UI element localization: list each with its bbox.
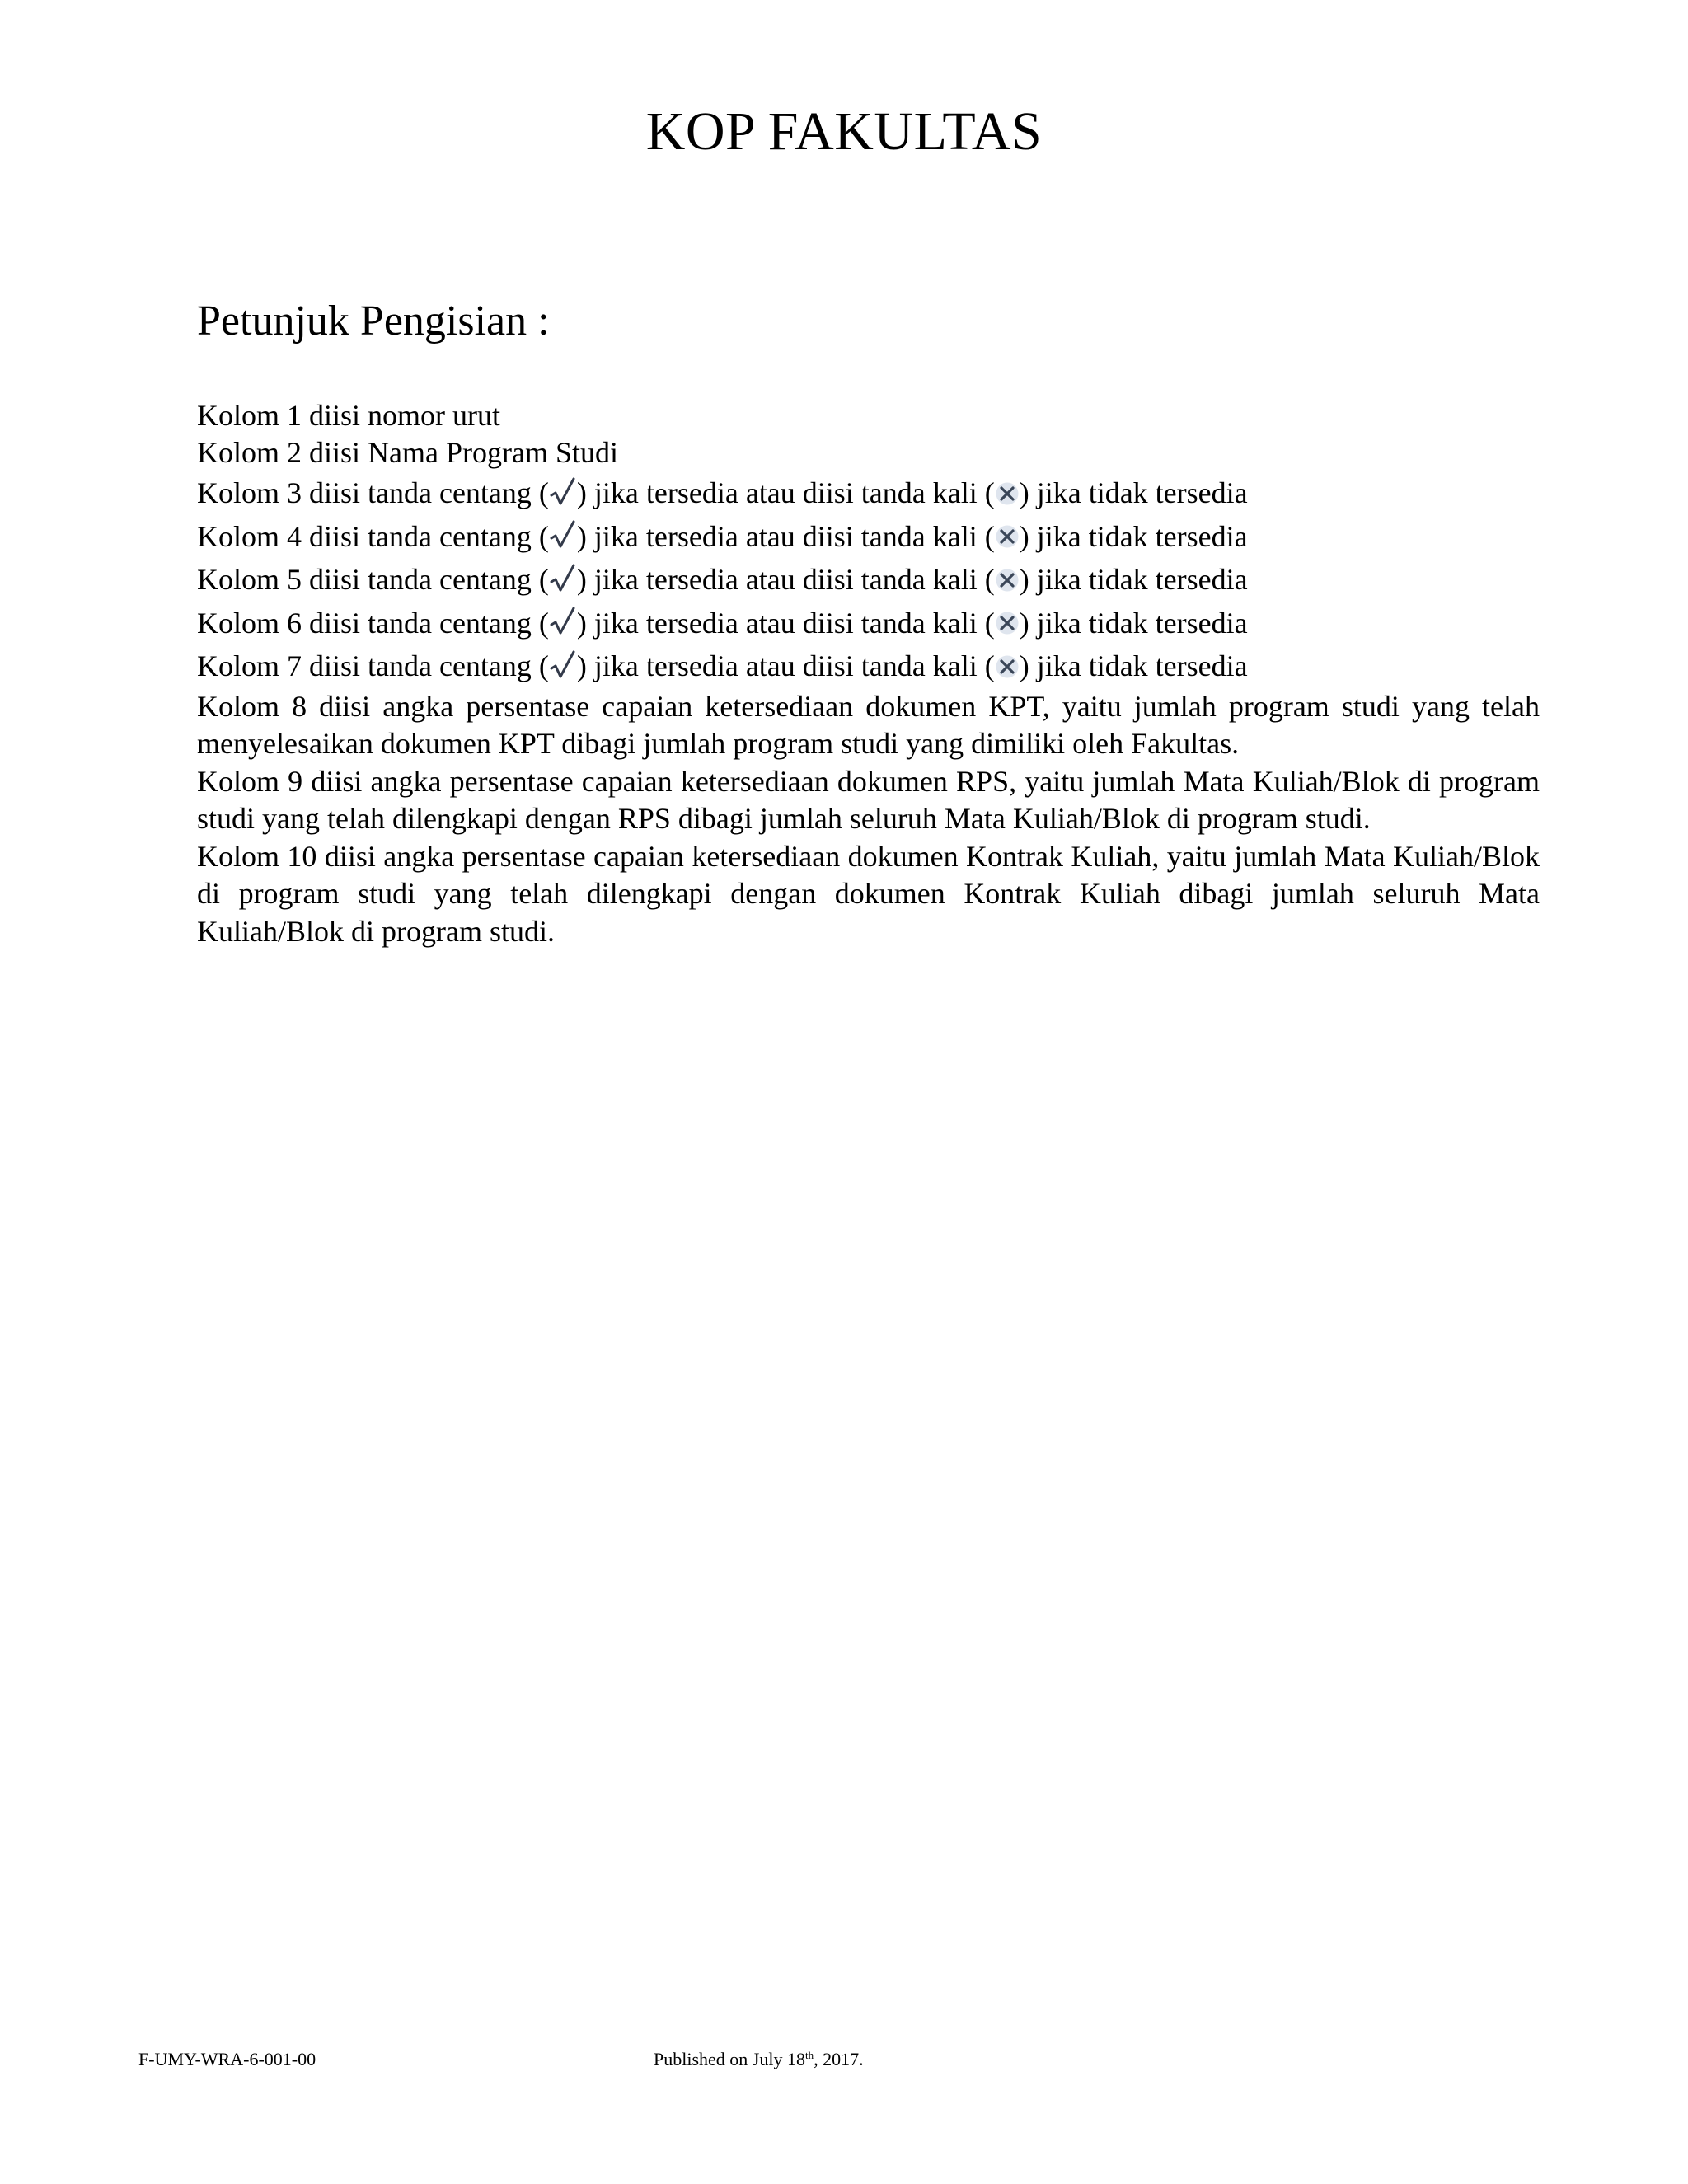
instruction-text: ) jika tidak tersedia [1019,606,1248,640]
instruction-kolom-8: Kolom 8 diisi angka persentase capaian ketersediaan dokumen KPT, yaitu jumlah program studi yang telah menyelesaikan dokumen KPT dibagi jumlah program studi yang dimiliki oleh Fakultas. [197,689,1540,761]
instruction-text: ) jika tidak tersedia [1019,649,1248,682]
instruction-text: ) jika tersedia atau diisi tanda kali ( [576,563,995,596]
page-title: KOP FAKULTAS [645,101,1043,162]
instruction-text: ) jika tersedia atau diisi tanda kali ( [576,606,995,640]
instruction-kolom-1: Kolom 1 diisi nomor urut [197,399,500,432]
instruction-kolom-7 [197,644,1540,688]
instruction-text: ) jika tersedia atau diisi tanda kali ( [576,476,995,509]
published-year: , 2017. [814,2049,864,2069]
instruction-text: Kolom 5 diisi tanda centang ( [197,563,549,596]
instruction-text: ) jika tidak tersedia [1019,563,1248,596]
instruction-kolom-10: Kolom 10 diisi angka persentase capaian ketersediaan dokumen Kontrak Kuliah, yaitu jumlah Mata Kuliah/Blok di program studi yang telah dilengkapi dengan dokumen Kontrak Kuliah dibagi jumlah seluruh Mata Kuliah/Blok di program studi. [197,839,1540,949]
footer-form-code: F-UMY-WRA-6-001-00 [138,2049,316,2069]
check-icon [549,607,577,640]
check-icon [549,477,577,510]
instruction-text: ) jika tidak tersedia [1019,476,1248,509]
footer-published-date [654,2047,864,2072]
instruction-text: ) jika tersedia atau diisi tanda kali ( [576,519,995,553]
instructions-list [197,397,1540,951]
instruction-text: ) jika tidak tersedia [1019,519,1248,553]
instruction-kolom-6 [197,602,1540,645]
cross-icon [995,481,1020,506]
instruction-text: Kolom 7 diisi tanda centang ( [197,649,549,682]
published-text: Published on July 18 [654,2049,805,2069]
instruction-text: Kolom 3 diisi tanda centang ( [197,476,549,509]
instruction-kolom-2: Kolom 2 diisi Nama Program Studi [197,436,618,469]
instruction-text: Kolom 6 diisi tanda centang ( [197,606,549,640]
instruction-text: ) jika tersedia atau diisi tanda kali ( [576,649,995,682]
check-icon [549,564,577,597]
instruction-kolom-5 [197,558,1540,602]
section-heading: Petunjuk Pengisian : [197,298,550,344]
cross-icon [995,611,1020,635]
published-ordinal: th [804,2049,814,2061]
check-icon [549,650,577,683]
instruction-text: Kolom 4 diisi tanda centang ( [197,519,549,553]
cross-icon [995,524,1020,549]
cross-icon [995,654,1020,679]
cross-icon [995,568,1020,593]
instruction-kolom-3 [197,471,1540,515]
check-icon [549,520,577,553]
instruction-kolom-4 [197,515,1540,559]
instruction-kolom-9: Kolom 9 diisi angka persentase capaian ketersediaan dokumen RPS, yaitu jumlah Mata Kuliah/Blok di program studi yang telah dilengkapi dengan RPS dibagi jumlah seluruh Mata Kuliah/Blok di program studi. [197,764,1540,836]
